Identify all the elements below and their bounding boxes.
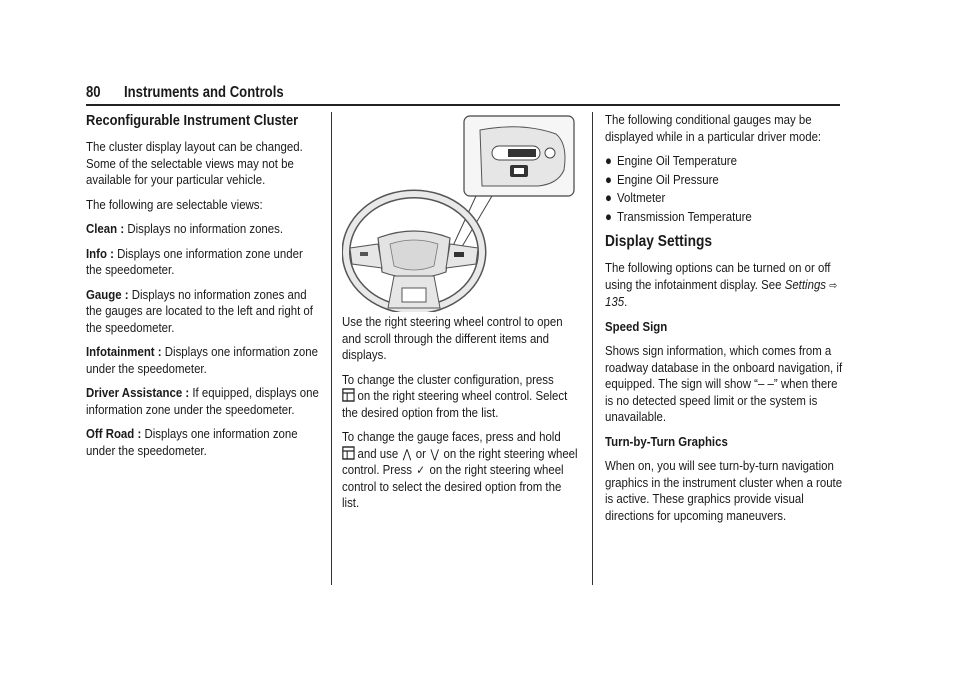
term-label: Off Road :	[86, 426, 142, 441]
section-heading: Display Settings	[605, 233, 713, 250]
paragraph-open-scroll: Use the right steering wheel control to open and scroll through the different items and displays.	[342, 314, 563, 362]
steering-wheel-illustration	[342, 112, 580, 312]
bullet-icon: ●	[605, 208, 612, 224]
page-title: Instruments and Controls	[124, 84, 284, 101]
page-number: 80	[86, 84, 101, 101]
bullet-icon: ●	[605, 153, 612, 168]
turn-by-turn-text: When on, you will see turn-by-turn navigation graphics in the instrument cluster when a route is active. These graphics provide visual directions for upcoming maneuvers.	[605, 458, 843, 523]
term-desc: Displays no information zones and the gauges are located to the left and right of the speedometer.	[86, 286, 313, 335]
list-item: ● Transmission Temperature	[605, 208, 752, 224]
speed-sign-text: Shows sign information, which comes from a roadway database in the onboard navigation, if equipped. The sign will show “– –” when there is no detected speed limit or the system is unavailable.	[605, 343, 843, 424]
text-run: on the right steering wheel control. Select the desired option from the list.	[342, 388, 568, 420]
view-driver-assistance	[86, 385, 320, 418]
settings-link[interactable]: Settings	[784, 276, 827, 292]
page-header	[86, 82, 840, 106]
view-gauge	[86, 287, 320, 337]
subheading-turn-by-turn: Turn-by-Turn Graphics	[605, 433, 728, 449]
text-run: on the right steering wheel control. Press	[342, 445, 578, 477]
term-desc: Displays one information zone under the speedometer.	[86, 245, 303, 277]
list-item: ● Voltmeter	[605, 190, 666, 205]
column-middle	[342, 314, 580, 520]
column-left	[86, 112, 320, 467]
bullet-icon: ●	[605, 190, 612, 205]
view-info	[86, 246, 320, 279]
settings-intro: The following options can be turned on or off using the infotainment display. See Settings ⇨ 135.	[605, 260, 838, 309]
text-run: on the right steering wheel control to select the desired option from the list.	[342, 462, 564, 510]
steering-wheel-figure	[342, 112, 580, 312]
column-divider	[331, 112, 332, 585]
page-ref-arrow-icon: ⇨	[829, 279, 838, 292]
chevron-down-icon: ⋁	[430, 446, 439, 461]
term-desc: If equipped, displays one information zone under the speedometer.	[86, 385, 319, 417]
text-run: or	[415, 445, 426, 461]
bullet-icon: ●	[605, 171, 612, 187]
text-run: and use	[357, 445, 399, 461]
view-off-road	[86, 426, 320, 459]
text-run: To change the gauge faces, press and hold	[342, 429, 561, 444]
term-label: Clean :	[86, 221, 125, 236]
section-heading: Reconfigurable Instrument Cluster	[86, 112, 299, 129]
conditional-gauges-intro: The following conditional gauges may be displayed while in a particular driver mode:	[605, 112, 822, 144]
cluster-config-icon	[342, 388, 355, 402]
list-item: ● Engine Oil Pressure	[605, 171, 719, 187]
view-clean	[86, 221, 320, 238]
intro-paragraph: The cluster display layout can be changed. Some of the selectable views may not be available for your particular vehicle.	[86, 139, 303, 187]
chevron-up-icon: ⋀	[402, 446, 412, 461]
subheading-speed-sign: Speed Sign	[605, 318, 668, 334]
list-item: ● Engine Oil Temperature	[605, 153, 737, 168]
term-label: Gauge :	[86, 286, 129, 302]
text-run: To change the cluster configuration, press	[342, 371, 554, 387]
term-label: Info :	[86, 245, 114, 261]
view-infotainment	[86, 344, 320, 377]
term-desc: Displays one information zone under the speedometer.	[86, 344, 318, 376]
views-intro: The following are selectable views:	[86, 196, 263, 212]
page-ref-number[interactable]: 135	[605, 294, 625, 309]
gauge-list	[605, 153, 845, 225]
term-desc: Displays no information zones.	[127, 221, 284, 236]
paragraph-cluster-config	[342, 372, 580, 422]
cluster-config-icon	[342, 446, 355, 460]
checkmark-icon: ✓	[416, 463, 426, 477]
column-divider	[592, 112, 593, 585]
column-right	[605, 112, 845, 532]
term-label: Driver Assistance :	[86, 385, 190, 400]
term-desc: Displays one information zone under the speedometer.	[86, 426, 298, 458]
paragraph-gauge-faces	[342, 429, 580, 512]
term-label: Infotainment :	[86, 344, 162, 359]
